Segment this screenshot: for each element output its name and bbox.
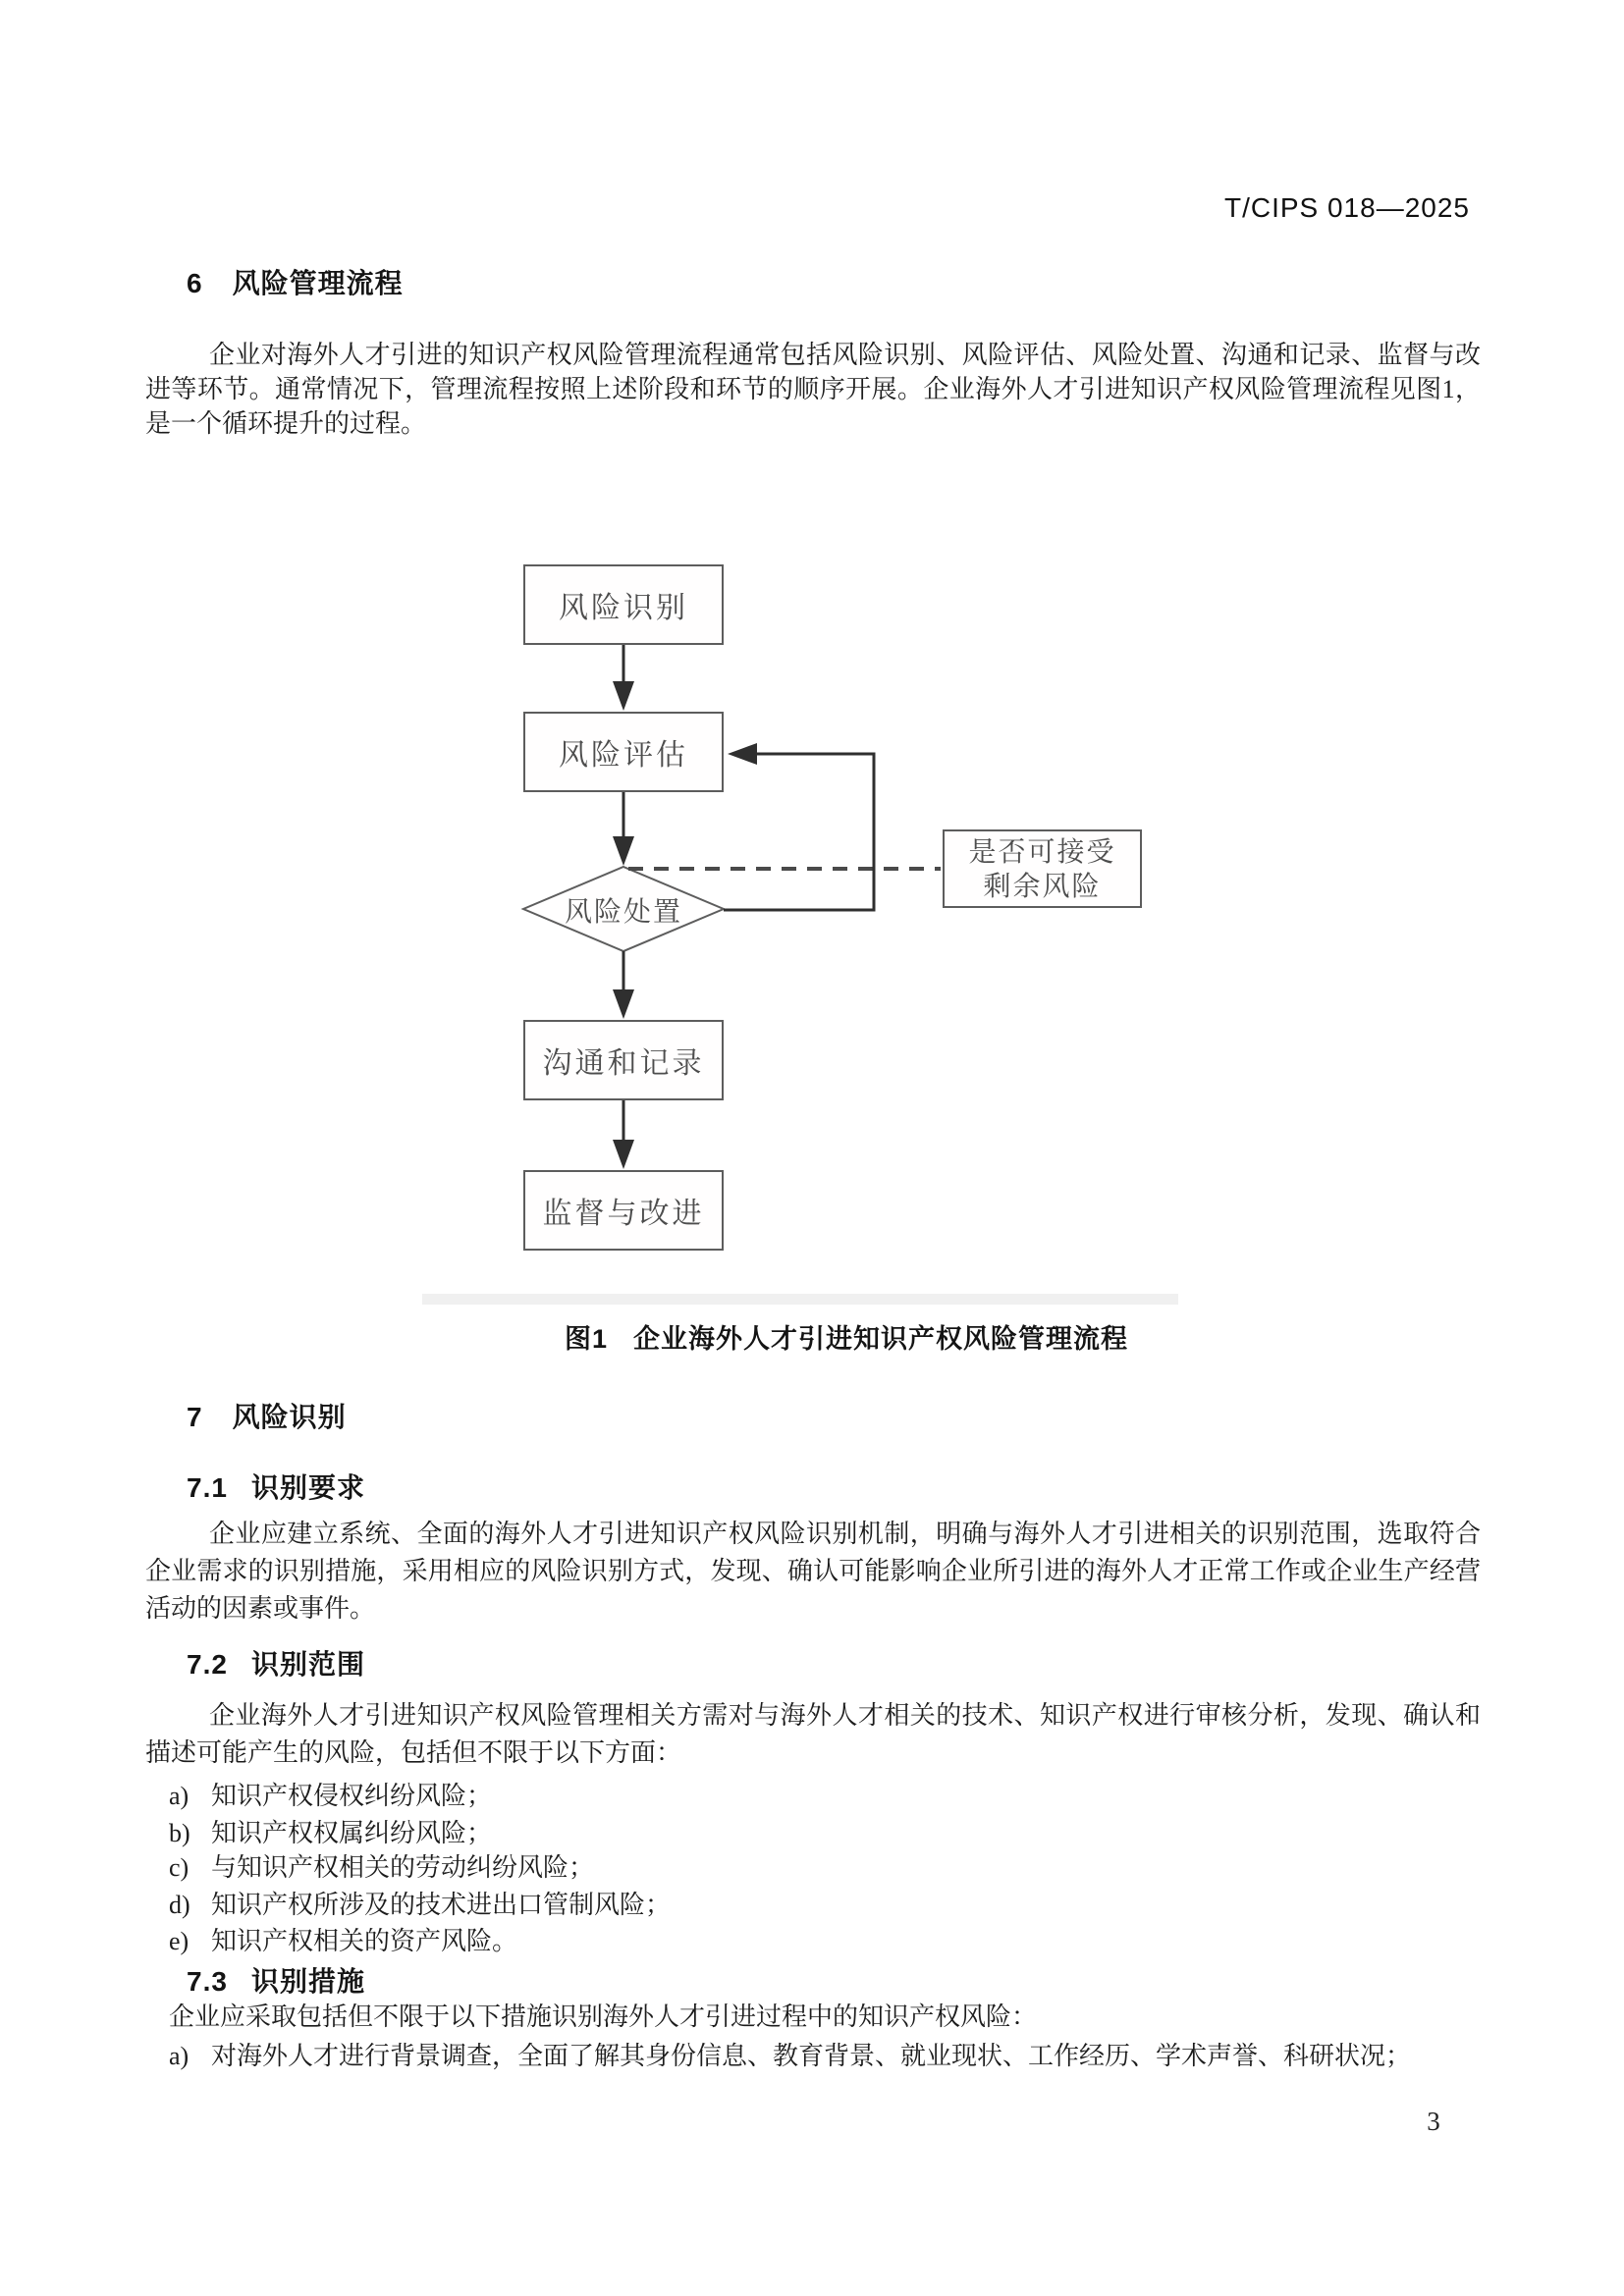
standard-number: T/CIPS 018—2025 bbox=[1223, 192, 1470, 223]
list-item-b bbox=[169, 1815, 1481, 1852]
node-risk-assessment: 风险评估 bbox=[523, 712, 724, 792]
section-7-1-number: 7.1 bbox=[187, 1472, 228, 1503]
section-7-3-title: 识别措施 bbox=[250, 1966, 365, 1997]
section-7-2-paragraph: 企业海外人才引进知识产权风险管理相关方需对与海外人才相关的技术、知识产权进行审核分析，发现、确认和描述可能产生的风险，包括但不限于以下方面： bbox=[145, 1701, 1481, 1767]
list-item-a bbox=[169, 1778, 1481, 1815]
arrowhead-loop-to-assessment bbox=[728, 743, 757, 765]
node-supervision-improvement: 监督与改进 bbox=[523, 1170, 724, 1251]
arrowhead-treatment-to-communication bbox=[613, 989, 634, 1019]
figure-caption bbox=[0, 1317, 1624, 1356]
list-item-c-label: c) bbox=[169, 1853, 189, 1882]
list-item-b-text: 知识产权权属纠纷风险； bbox=[211, 1819, 493, 1847]
node-communication-records: 沟通和记录 bbox=[523, 1020, 724, 1100]
section-7-number: 7 bbox=[187, 1402, 203, 1432]
section-7-2-heading bbox=[187, 1643, 365, 1682]
list-item-73a-label: a) bbox=[169, 2042, 189, 2070]
list-item-e-text: 知识产权相关的资产风险。 bbox=[211, 1927, 518, 1955]
page-number: 3 bbox=[1427, 2107, 1440, 2136]
list-item-c-text: 与知识产权相关的劳动纠纷风险； bbox=[211, 1853, 595, 1882]
figure-caption-title: 企业海外人才引进知识产权风险管理流程 bbox=[633, 1324, 1129, 1354]
scan-artifact-band bbox=[422, 1294, 1178, 1305]
section-7-3-heading bbox=[187, 1960, 365, 2000]
arrowhead-assessment-to-treatment bbox=[613, 836, 634, 866]
list-item-b-label: b) bbox=[169, 1819, 190, 1847]
node-risk-treatment-label: 风险处置 bbox=[564, 896, 682, 927]
section-7-heading bbox=[187, 1396, 347, 1435]
section-7-title: 风险识别 bbox=[232, 1402, 347, 1432]
section-7-2-number: 7.2 bbox=[187, 1649, 228, 1680]
section-7-1-title: 识别要求 bbox=[250, 1472, 365, 1503]
list-item-e bbox=[169, 1923, 1481, 1960]
section-7-1-heading bbox=[187, 1467, 365, 1506]
section-7-3-number: 7.3 bbox=[187, 1966, 228, 1997]
arrowhead-identification-to-assessment bbox=[613, 681, 634, 711]
list-item-c bbox=[169, 1849, 1481, 1887]
list-item-73a-text: 对海外人才进行背景调查，全面了解其身份信息、教育背景、就业现状、工作经历、学术声誉、科研状况； bbox=[211, 2042, 1412, 2070]
residual-risk-line2: 剩余风险 bbox=[983, 871, 1102, 901]
list-item-a-label: a) bbox=[169, 1782, 189, 1810]
section-7-3-paragraph: 企业应采取包括但不限于以下措施识别海外人才引进过程中的知识产权风险： bbox=[169, 2002, 1038, 2031]
list-item-e-label: e) bbox=[169, 1927, 189, 1955]
node-residual-risk bbox=[943, 829, 1142, 908]
list-item-a-text: 知识产权侵权纠纷风险； bbox=[211, 1782, 493, 1810]
section-6-number: 6 bbox=[187, 268, 203, 298]
residual-risk-line1: 是否可接受 bbox=[968, 836, 1116, 867]
section-6-title: 风险管理流程 bbox=[232, 268, 404, 298]
list-item-d bbox=[169, 1887, 1481, 1924]
section-7-1-paragraph: 企业应建立系统、全面的海外人才引进知识产权风险识别机制，明确与海外人才引进相关的识别范围，选取符合企业需求的识别措施，采用相应的风险识别方式，发现、确认可能影响企业所引进的海外人才正常工作或企业生产经营活动的因素或事件。 bbox=[145, 1520, 1481, 1623]
arrowhead-communication-to-supervision bbox=[613, 1140, 634, 1169]
section-6-paragraph: 企业对海外人才引进的知识产权风险管理流程通常包括风险识别、风险评估、风险处置、沟通和记录、监督与改进等环节。通常情况下，管理流程按照上述阶段和环节的顺序开展。企业海外人才引进知识产权风险管理流程见图1，是一个循环提升的过程。 bbox=[145, 341, 1481, 438]
figure-caption-number: 图1 bbox=[564, 1324, 609, 1354]
list-item-d-label: d) bbox=[169, 1891, 190, 1919]
list-item-d-text: 知识产权所涉及的技术进出口管制风险； bbox=[211, 1891, 672, 1919]
node-risk-identification: 风险识别 bbox=[523, 564, 724, 645]
section-7-2-title: 识别范围 bbox=[250, 1649, 365, 1680]
loop-treatment-to-assessment bbox=[724, 754, 874, 910]
